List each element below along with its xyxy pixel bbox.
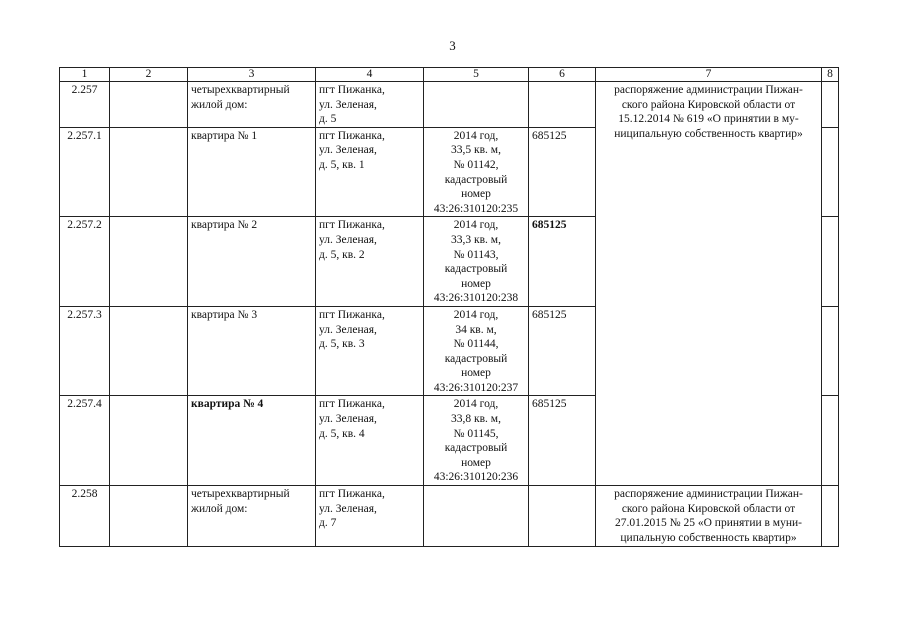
property-registry-table [59, 67, 839, 547]
object-details [424, 486, 529, 547]
cadastral-value: 685125 [529, 306, 596, 396]
table-row [60, 82, 839, 128]
cadastral-value [529, 486, 596, 547]
detail-line: 2014 год, [453, 129, 499, 142]
address-line: пгт Пижанка, [319, 308, 385, 321]
object-name: квартира № 3 [188, 306, 316, 396]
column-header: 4 [316, 68, 424, 82]
object-address [316, 127, 424, 217]
object-name: четырехквартирный жилой дом: [188, 486, 316, 547]
detail-line: 43:26:310120:236 [433, 471, 519, 484]
object-details [424, 217, 529, 307]
basis-line: распоряжение администрации Пижан- [614, 84, 803, 96]
empty-cell [110, 82, 188, 128]
address-line: ул. Зеленая, [319, 323, 377, 336]
empty-cell [110, 396, 188, 486]
detail-line: 43:26:310120:237 [433, 381, 519, 394]
empty-cell [822, 217, 839, 307]
empty-cell [822, 396, 839, 486]
detail-line: кадастровый [444, 352, 508, 365]
column-header: 1 [60, 68, 110, 82]
detail-line: кадастровый [444, 263, 508, 276]
detail-line: кадастровый [444, 173, 508, 186]
detail-line: 33,5 кв. м, [451, 144, 501, 157]
detail-line: 33,8 кв. м, [451, 413, 501, 426]
table-row [60, 486, 839, 547]
detail-line: номер [461, 456, 491, 469]
address-line: ул. Зеленая, [319, 413, 377, 426]
column-header: 2 [110, 68, 188, 82]
detail-line: кадастровый [444, 442, 508, 455]
column-header: 3 [188, 68, 316, 82]
row-number: 2.257.3 [60, 306, 110, 396]
detail-line: номер [461, 367, 491, 380]
address-line: пгт Пижанка, [319, 219, 385, 232]
empty-cell [822, 486, 839, 547]
row-number: 2.257.1 [60, 127, 110, 217]
address-line: д. 5, кв. 2 [319, 248, 365, 261]
column-header: 5 [424, 68, 529, 82]
empty-cell [110, 127, 188, 217]
basis-line: ниципальную собственность квартир» [614, 127, 803, 140]
address-line: ул. Зеленая, [319, 144, 377, 157]
row-number: 2.257.4 [60, 396, 110, 486]
basis-line: ского района Кировской области от [621, 502, 796, 515]
object-address [316, 217, 424, 307]
empty-cell [822, 306, 839, 396]
row-number: 2.257.2 [60, 217, 110, 307]
basis-line: распоряжение администрации Пижан- [614, 488, 803, 501]
address-line: пгт Пижанка, [319, 398, 385, 411]
basis-document [596, 486, 822, 547]
basis-line: 15.12.2014 № 619 «О принятии в му- [618, 113, 799, 126]
empty-cell [822, 82, 839, 128]
detail-line: номер [461, 188, 491, 201]
empty-cell [822, 127, 839, 217]
detail-line: 2014 год, [453, 308, 499, 321]
address-line: пгт Пижанка, [319, 488, 385, 501]
address-line: пгт Пижанка, [319, 129, 385, 142]
detail-line: № 01142, [453, 158, 499, 171]
empty-cell [110, 306, 188, 396]
detail-line: № 01144, [453, 338, 499, 351]
detail-line: 2014 год, [453, 219, 499, 232]
detail-line: 2014 год, [453, 398, 499, 411]
detail-line: № 01145, [453, 427, 499, 440]
object-name: четырехквартирный жилой дом: [188, 82, 316, 128]
address-line: д. 5, кв. 1 [319, 158, 365, 171]
object-name: квартира № 4 [188, 396, 316, 486]
object-details [424, 82, 529, 128]
detail-line: № 01143, [453, 248, 499, 261]
object-name: квартира № 1 [188, 127, 316, 217]
row-number: 2.258 [60, 486, 110, 547]
detail-line: 33,3 кв. м, [451, 233, 501, 246]
cadastral-value [529, 82, 596, 128]
address-line: д. 7 [319, 517, 337, 530]
detail-line: 43:26:310120:235 [433, 202, 519, 215]
column-header: 7 [596, 68, 822, 82]
header-row [60, 68, 839, 82]
basis-document [596, 82, 822, 486]
page-number: 3 [449, 38, 456, 53]
cadastral-value: 685125 [529, 127, 596, 217]
detail-line: 43:26:310120:238 [433, 292, 519, 305]
row-number: 2.257 [60, 82, 110, 128]
address-line: д. 5, кв. 4 [319, 427, 365, 440]
object-address [316, 486, 424, 547]
address-line: ул. Зеленая, [319, 98, 377, 111]
address-line: пгт Пижанка, [319, 84, 385, 96]
object-address [316, 306, 424, 396]
object-address [316, 396, 424, 486]
cadastral-value: 685125 [529, 396, 596, 486]
empty-cell [110, 486, 188, 547]
object-details [424, 396, 529, 486]
basis-line: 27.01.2015 № 25 «О принятии в муни- [615, 517, 802, 530]
object-address [316, 82, 424, 128]
detail-line: 34 кв. м, [455, 323, 497, 336]
object-details [424, 306, 529, 396]
detail-line: номер [461, 277, 491, 290]
basis-line: ципальную собственность квартир» [620, 531, 797, 544]
object-name: квартира № 2 [188, 217, 316, 307]
empty-cell [110, 217, 188, 307]
column-header: 8 [822, 68, 839, 82]
address-line: ул. Зеленая, [319, 233, 377, 246]
object-details [424, 127, 529, 217]
address-line: д. 5, кв. 3 [319, 338, 365, 351]
cadastral-value: 685125 [529, 217, 596, 307]
column-header: 6 [529, 68, 596, 82]
address-line: ул. Зеленая, [319, 502, 377, 515]
address-line: д. 5 [319, 113, 337, 126]
basis-line: ского района Кировской области от [621, 98, 796, 111]
